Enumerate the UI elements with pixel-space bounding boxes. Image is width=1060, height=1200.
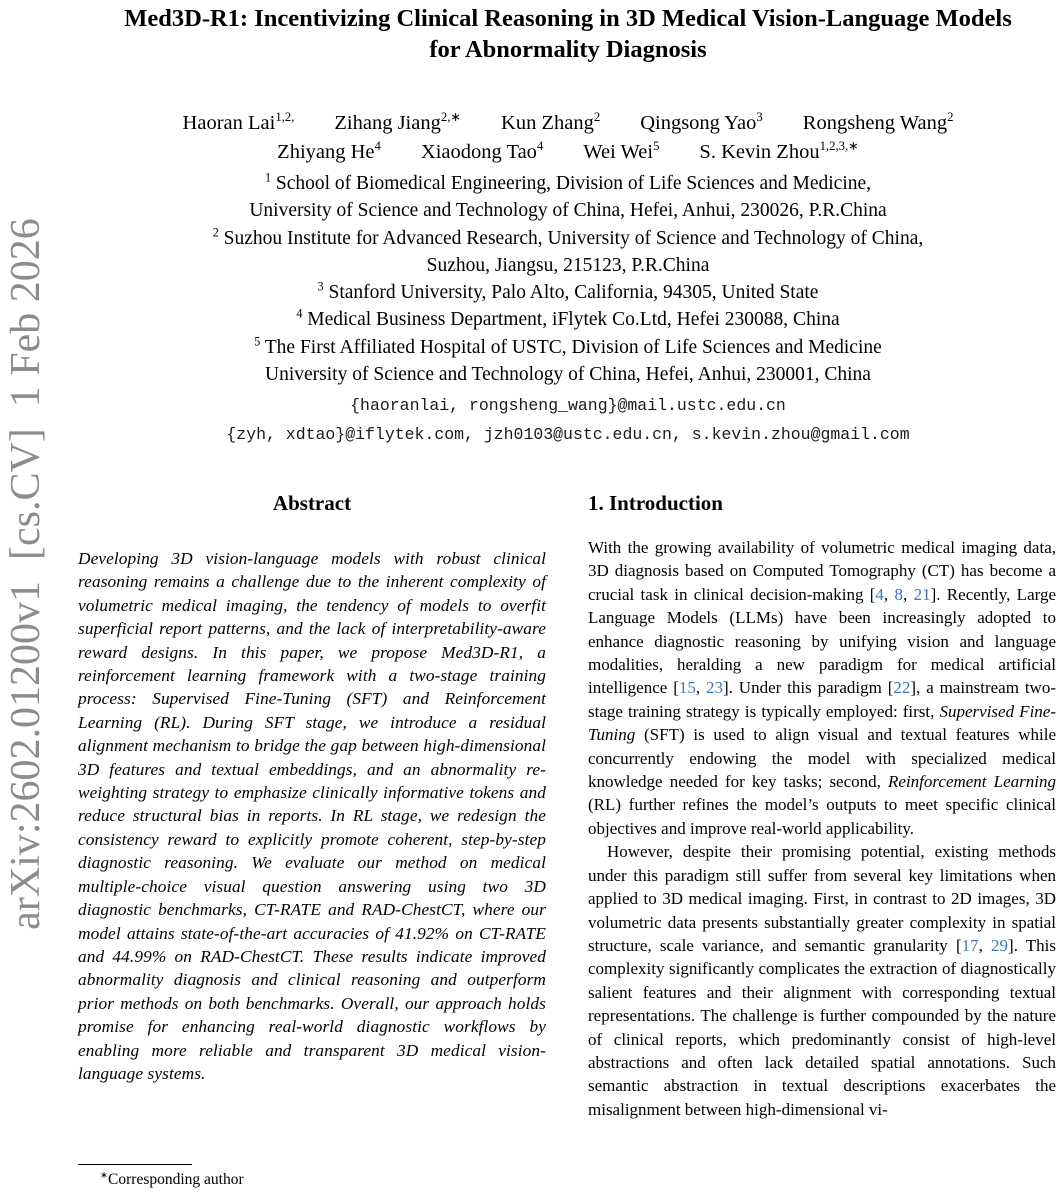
email-line: {zyh, xdtao}@iflytek.com, jzh0103@ustc.edu.cn, s.kevin.zhou@gmail.com (226, 424, 910, 444)
author-name: Zihang Jiang (334, 112, 441, 134)
author-list-row-1 (80, 109, 1056, 138)
citation-link[interactable]: 23 (706, 678, 723, 698)
author-affiliation-marker: 1,2, (275, 110, 295, 125)
email-list (80, 392, 1056, 449)
introduction-paragraph-1: With the growing availability of volumetric medical imaging data, 3D diagnosis based on Computed Tomography (CT) has become a crucial task in clinical decision-making [4, 8, 21]. Recently, Large Language Models (LLMs) have been increasingly adopted to enhance diagnostic reasoning by unifying vision and language modalities, heralding a new paradigm for medical artificial intelligence [15, 23]. Under this paradigm [22], a mainstream two-stage training strategy is typically employed: first, Supervised Fine-Tuning (SFT) is used to align visual and textual features while concurrently endowing the model with specialized medical knowledge needed for key tasks; second, Reinforcement Learning (RL) further refines the model’s outputs to meet specific clinical objectives and improve real-world applicability. (588, 538, 1057, 838)
affiliation-line: $^1$ School of Biomedical Engineering, Division of Life Sciences and Medicine, (264, 170, 872, 194)
email-line: {haoranlai, rongsheng_wang}@mail.ustc.edu.cn (350, 396, 786, 416)
footnote-text (78, 1171, 546, 1189)
author-affiliation-marker: 2,∗ (440, 110, 462, 125)
paper-header (80, 0, 1056, 449)
author-affiliation-marker: 5 (653, 139, 660, 154)
introduction-section (588, 490, 1056, 1121)
footnote (78, 1164, 546, 1189)
author-name: Qingsong Yao (640, 112, 757, 134)
abstract-heading: Abstract (272, 491, 352, 515)
footnote-marker: ∗ (100, 1169, 109, 1181)
author-list-row-2 (80, 138, 1056, 167)
citation-link[interactable]: 29 (991, 935, 1009, 955)
author-affiliation-marker: 3 (756, 110, 763, 125)
author-affiliation-marker: 2 (947, 110, 954, 125)
affiliation-line: $^4$ Medical Business Department, iFlytek Co.Ltd, Hefei 230088, China (296, 306, 840, 331)
footnote-rule (78, 1164, 192, 1165)
author-name: Kun Zhang (501, 112, 594, 134)
author-name: Xiaodong Tao (420, 141, 537, 163)
affiliation-line: $^3$ Stanford University, Palo Alto, California, 94305, United State (317, 279, 819, 304)
citation-link[interactable]: 8 (894, 584, 903, 604)
introduction-paragraph-2: However, despite their promising potential, existing methods under this paradigm still suffer from several key limitations when applied to 3D medical imaging. First, in contrast to 2D images, 3D volumetric data presents substantially greater complexity in spatial structure, scale variance, and semantic granularity [17, 29]. This complexity significantly complicates the extraction of diagnostically salient features and their alignment with corresponding textual representations. The challenge is further compounded by the nature of clinical reports, which predominantly consist of high-level abstractions and often lack detailed spatial annotations. Such semantic abstraction in textual descriptions exacerbates the misalignment between high-dimensional vi- (588, 842, 1057, 1119)
citation-link[interactable]: 17 (961, 935, 979, 955)
author-affiliation-marker: 2 (593, 110, 601, 125)
affiliation-line: $^2$ Suzhou Institute for Advanced Research, University of Science and Technology of China, (212, 225, 924, 249)
author-affiliation-marker: 4 (374, 139, 381, 154)
citation-link[interactable]: 22 (893, 678, 911, 698)
abstract-body: Developing 3D vision-language models with robust clinical reasoning remains a challenge due to the inherent complexity of volumetric medical imaging, the tendency of models to overfit superficial report patterns, and the lack of interpretability-aware reward designs. In this paper, we propose Med3D-R1, a reinforcement learning framework with a two-stage training process: Supervised Fine-Tuning (SFT) and Reinforcement Learning (RL). During SFT stage, we introduce a residual alignment mechanism to bridge the gap between high-dimensional 3D features and textual embeddings, and an abnormality re-weighting strategy to emphasize clinically informative tokens and reduce structural bias in reports. In RL stage, we redesign the consistency reward to explicitly promote coherent, step-by-step diagnostic reasoning. We evaluate our method on medical multiple-choice visual question answering using two 3D diagnostic benchmarks, CT-RATE and RAD-ChestCT, where our model attains state-of-the-art accuracies of 41.92% on CT-RATE and 44.99% on RAD-ChestCT. These results indicate improved abnormality diagnosis and clinical reasoning and outperform prior methods on both benchmarks. Overall, our approach holds promise for enhancing real-world diagnostic workflows by enabling more reliable and transparent 3D medical vision-language systems. (78, 549, 546, 1083)
introduction-heading: 1. Introduction (588, 491, 723, 515)
paper-title: Med3D-R1: Incentivizing Clinical Reasoning in 3D Medical Vision-Language Models for Abnormality Diagnosis (124, 5, 1012, 63)
affiliation-line: $^5$ The First Affiliated Hospital of USTC, Division of Life Sciences and Medicine (254, 334, 882, 358)
affiliation-line: Suzhou, Jiangsu, 215123, P.R.China (426, 254, 710, 276)
author-name: Haoran Lai (182, 112, 276, 134)
abstract-section (78, 490, 546, 1085)
affiliation-line: University of Science and Technology of China, Hefei, Anhui, 230026, P.R.China (249, 200, 887, 222)
citation-link[interactable]: 15 (678, 678, 696, 698)
citation-link[interactable]: 4 (875, 584, 884, 604)
citation-link[interactable]: 21 (913, 584, 931, 604)
affiliation-line: University of Science and Technology of China, Hefei, Anhui, 230001, China (265, 364, 871, 386)
author-name: Rongsheng Wang (802, 112, 948, 134)
author-affiliation-marker: 1,2,3,∗ (819, 139, 859, 154)
author-name: S. Kevin Zhou (699, 141, 820, 163)
author-name: Wei Wei (583, 141, 654, 163)
arxiv-watermark: arXiv:2602.01200v1 [cs.CV] 1 Feb 2026 (3, 218, 49, 930)
author-affiliation-marker: 4 (536, 139, 544, 154)
affiliation-list (80, 170, 1056, 388)
author-name: Zhiyang He (277, 141, 375, 163)
footnote-label: Corresponding author (108, 1171, 244, 1188)
